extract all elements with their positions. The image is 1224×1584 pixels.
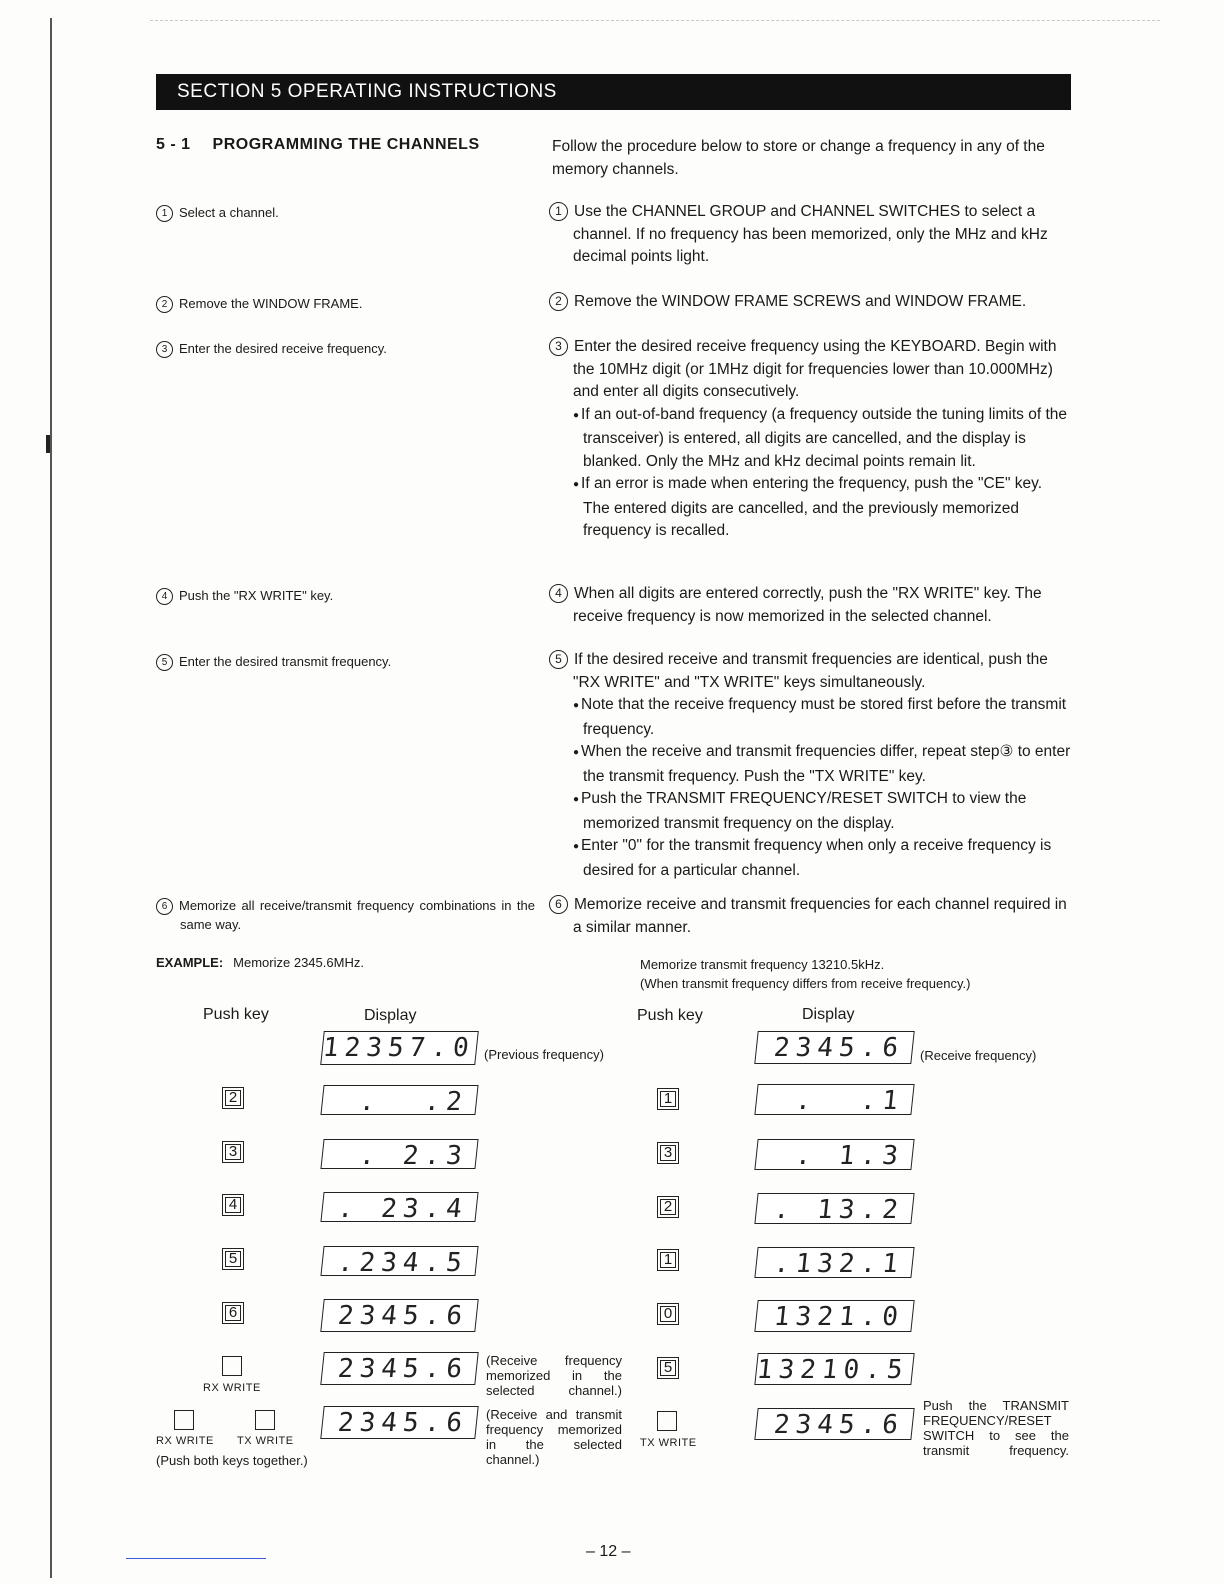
tx-write-label: TX WRITE (237, 1435, 294, 1447)
receive-frequency-note: (Receive frequency) (920, 1048, 1037, 1063)
margin-mark (46, 435, 50, 453)
step-4-detail: 4 When all digits are entered correctly, push the "RX WRITE" key. The receive frequency is now memorized in the selected channel. (549, 583, 1071, 628)
section-header: SECTION 5 OPERATING INSTRUCTIONS (156, 74, 1071, 110)
left-step-4: 4 Push the "RX WRITE" key. (156, 586, 516, 605)
binding-margin-line (50, 18, 52, 1578)
example-right-caption: Memorize transmit frequency 13210.5kHz. (When transmit frequency differs from receive frequency.) (640, 957, 971, 991)
example-left-caption: EXAMPLE: Memorize 2345.6MHz. (156, 955, 364, 970)
subsection-title (156, 136, 502, 154)
display-header-left: Display (364, 1007, 417, 1024)
keypad-key[interactable]: 5 (657, 1357, 679, 1379)
step-3-bullet: ● If an out-of-band frequency (a frequency outside the tuning limits of the transceiver) is entered, all digits are cancelled, and the display is blanked. Only the MHz and kHz decimal points remain lit. (573, 404, 1071, 474)
rx-write-key[interactable] (174, 1410, 194, 1430)
lcd-display: 2345.6 (754, 1408, 914, 1440)
keypad-key[interactable]: 4 (222, 1194, 244, 1216)
rx-write-key[interactable] (222, 1356, 242, 1376)
step-2-number: 2 (549, 292, 568, 311)
footer-link-underline (126, 1558, 266, 1559)
lcd-display: 1321.0 (754, 1300, 914, 1332)
keypad-key[interactable]: 1 (657, 1088, 679, 1110)
step-1-detail: 1 Use the CHANNEL GROUP and CHANNEL SWITCHES to select a channel. If no frequency has been memorized, only the MHz and kHz decimal points light. (549, 201, 1071, 269)
left-step-2: 2 Remove the WINDOW FRAME. (156, 294, 516, 313)
rx-write-label: RX WRITE (203, 1382, 261, 1394)
rx-memorized-note: (Receive frequency memorized in the selected channel.) (486, 1353, 622, 1398)
step-3-number: 3 (549, 337, 568, 356)
lcd-display: 2345.6 (320, 1352, 478, 1385)
rx-write-label: RX WRITE (156, 1435, 214, 1447)
lcd-display: . 23.4 (320, 1192, 478, 1222)
keypad-key[interactable]: 6 (222, 1302, 244, 1324)
tx-write-key[interactable] (657, 1411, 677, 1431)
keypad-key[interactable]: 2 (222, 1087, 244, 1109)
push-key-header-right: Push key (637, 1007, 703, 1024)
display-header-right: Display (802, 1006, 855, 1023)
tx-write-key[interactable] (255, 1410, 275, 1430)
keypad-key[interactable]: 1 (657, 1249, 679, 1271)
lcd-display: 2345.6 (320, 1299, 478, 1332)
rx-tx-memorized-note: (Receive and transmit frequency memorized in the selected channel.) (486, 1407, 622, 1467)
step-6-detail: 6 Memorize receive and transmit frequencies for each channel required in a similar manner. (549, 894, 1071, 939)
lcd-display: 2345.6 (754, 1031, 914, 1064)
keypad-key[interactable]: 3 (657, 1142, 679, 1164)
step-5-detail: 5 If the desired receive and transmit frequencies are identical, push the "RX WRITE" and "TX WRITE" keys simultaneously. ● Note that the receive frequency must be stored first before the transmit frequency. ● When the receive and transmit frequencies differ, repeat step③ to enter the transmit frequency. Push the "TX WRITE" key. ● Push the TRANSMIT FREQUENCY/RESET SWITCH to view the memorized transmit frequency on the display. ● Enter "0" for the transmit frequency when only a receive frequency is desired for a particular channel. (549, 649, 1071, 882)
left-step-5: 5 Enter the desired transmit frequency. (156, 652, 516, 671)
lcd-display: . 13.2 (754, 1193, 914, 1224)
lcd-display: . .2 (320, 1085, 478, 1115)
intro-text: Follow the procedure below to store or change a frequency in any of the memory channels. (552, 138, 1045, 178)
lcd-display: .234.5 (320, 1246, 478, 1276)
keypad-key[interactable]: 0 (657, 1303, 679, 1325)
step-5-bullet: ● Push the TRANSMIT FREQUENCY/RESET SWITCH to view the memorized transmit frequency on the display. (573, 788, 1071, 835)
keypad-key[interactable]: 5 (222, 1248, 244, 1270)
lcd-display: . .1 (754, 1084, 914, 1115)
step-1-number: 1 (549, 202, 568, 221)
push-key-header-left: Push key (203, 1006, 269, 1023)
step-5-bullet: ● Enter "0" for the transmit frequency when only a receive frequency is desired for a particular channel. (573, 835, 1071, 882)
lcd-display: 12357.0 (320, 1031, 479, 1065)
transmit-reset-note: Push the TRANSMIT FREQUENCY/RESET SWITCH to see the transmit frequency. (923, 1398, 1069, 1458)
keypad-key[interactable]: 2 (657, 1196, 679, 1218)
step-5-bullet: ● Note that the receive frequency must be stored first before the transmit frequency. (573, 694, 1071, 741)
step-6-number: 6 (549, 895, 568, 914)
step-3-bullet: ● If an error is made when entering the frequency, push the "CE" key. The entered digits are cancelled, and the previously memorized frequency is recalled. (573, 473, 1071, 543)
tx-write-label: TX WRITE (640, 1437, 697, 1449)
lcd-display: . 1.3 (754, 1139, 914, 1170)
previous-frequency-note: (Previous frequency) (484, 1047, 604, 1062)
page-number: – 12 – (586, 1543, 631, 1560)
left-step-3: 3 Enter the desired receive frequency. (156, 339, 516, 358)
step-5-bullet: ● When the receive and transmit frequencies differ, repeat step③ to enter the transmit frequency. Push the "TX WRITE" key. (573, 741, 1071, 788)
subsection-number: 5 - 1 (156, 136, 191, 153)
left-step-6: 6 Memorize all receive/transmit frequency combinations in the same way. (156, 896, 535, 934)
step-2-detail: 2 Remove the WINDOW FRAME SCREWS and WINDOW FRAME. (549, 291, 1071, 314)
step-5-number: 5 (549, 650, 568, 669)
left-step-1: 1 Select a channel. (156, 203, 516, 222)
lcd-display: .132.1 (754, 1247, 914, 1278)
step-4-number: 4 (549, 584, 568, 603)
top-dashed-rule (150, 20, 1160, 21)
lcd-display: 13210.5 (754, 1353, 914, 1385)
subsection-name: PROGRAMMING THE CHANNELS (212, 136, 480, 153)
lcd-display: . 2.3 (320, 1139, 478, 1169)
step-3-detail: 3 Enter the desired receive frequency using the KEYBOARD. Begin with the 10MHz digit (or 1MHz digit for frequencies lower than 10.000MHz) and enter all digits consecutively. ● If an out-of-band frequency (a frequency outside the tuning limits of the transceiver) is entered, all digits are cancelled, and the display is blanked. Only the MHz and kHz decimal points remain lit. ● If an error is made when entering the frequency, push the "CE" key. The entered digits are cancelled, and the previously memorized frequency is recalled. (549, 336, 1071, 543)
keypad-key[interactable]: 3 (222, 1141, 244, 1163)
push-both-caption: (Push both keys together.) (156, 1453, 308, 1468)
lcd-display: 2345.6 (320, 1406, 478, 1439)
